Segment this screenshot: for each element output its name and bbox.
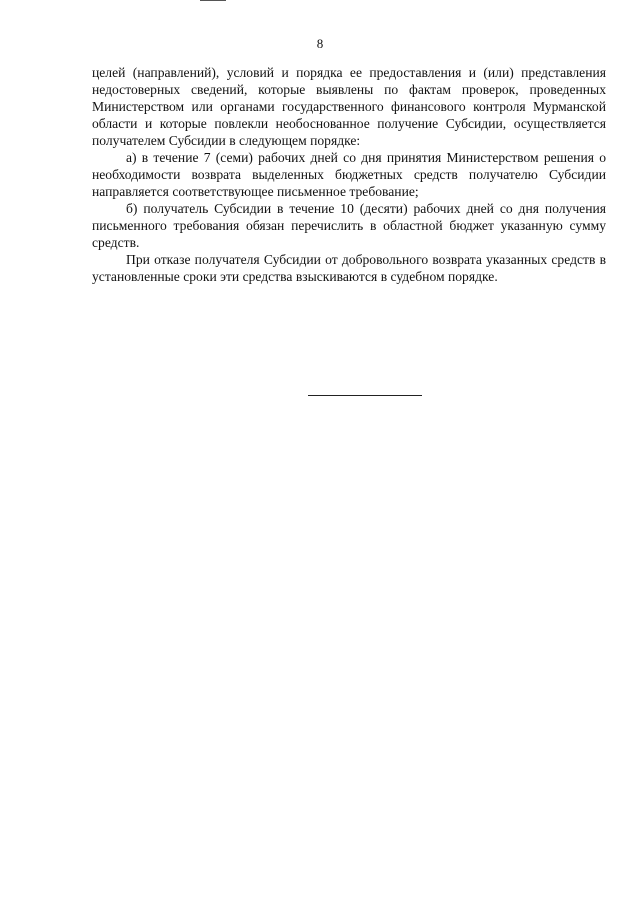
page-number: 8 bbox=[316, 36, 324, 51]
paragraph-item-a: а) в течение 7 (семи) рабочих дней со дня принятия Министерством решения о необходимости возврата выделенных бюджетных средств получателю Субсидии направляется соответствующее письменное требование; bbox=[92, 150, 606, 199]
paragraph-continuation: целей (направлений), условий и порядка ее предоставления и (или) представления недостоверных сведений, которые выявлены по фактам проверок, проведенных Министерством или органами государственного финансового контроля Мурманской области и которые повлекли необоснованное получение Субсидии, осуществляется получателем Субсидии в следующем порядке: bbox=[92, 65, 606, 148]
document-body bbox=[92, 64, 606, 285]
end-of-text-rule bbox=[308, 395, 422, 396]
paragraph-item-b: б) получатель Субсидии в течение 10 (десяти) рабочих дней со дня получения письменного требования обязан перечислить в областной бюджет указанную сумму средств. bbox=[92, 201, 606, 250]
top-edge-mark bbox=[200, 0, 226, 1]
paragraph-refusal: При отказе получателя Субсидии от добровольного возврата указанных средств в установленные сроки эти средства взыскиваются в судебном порядке. bbox=[92, 252, 606, 284]
